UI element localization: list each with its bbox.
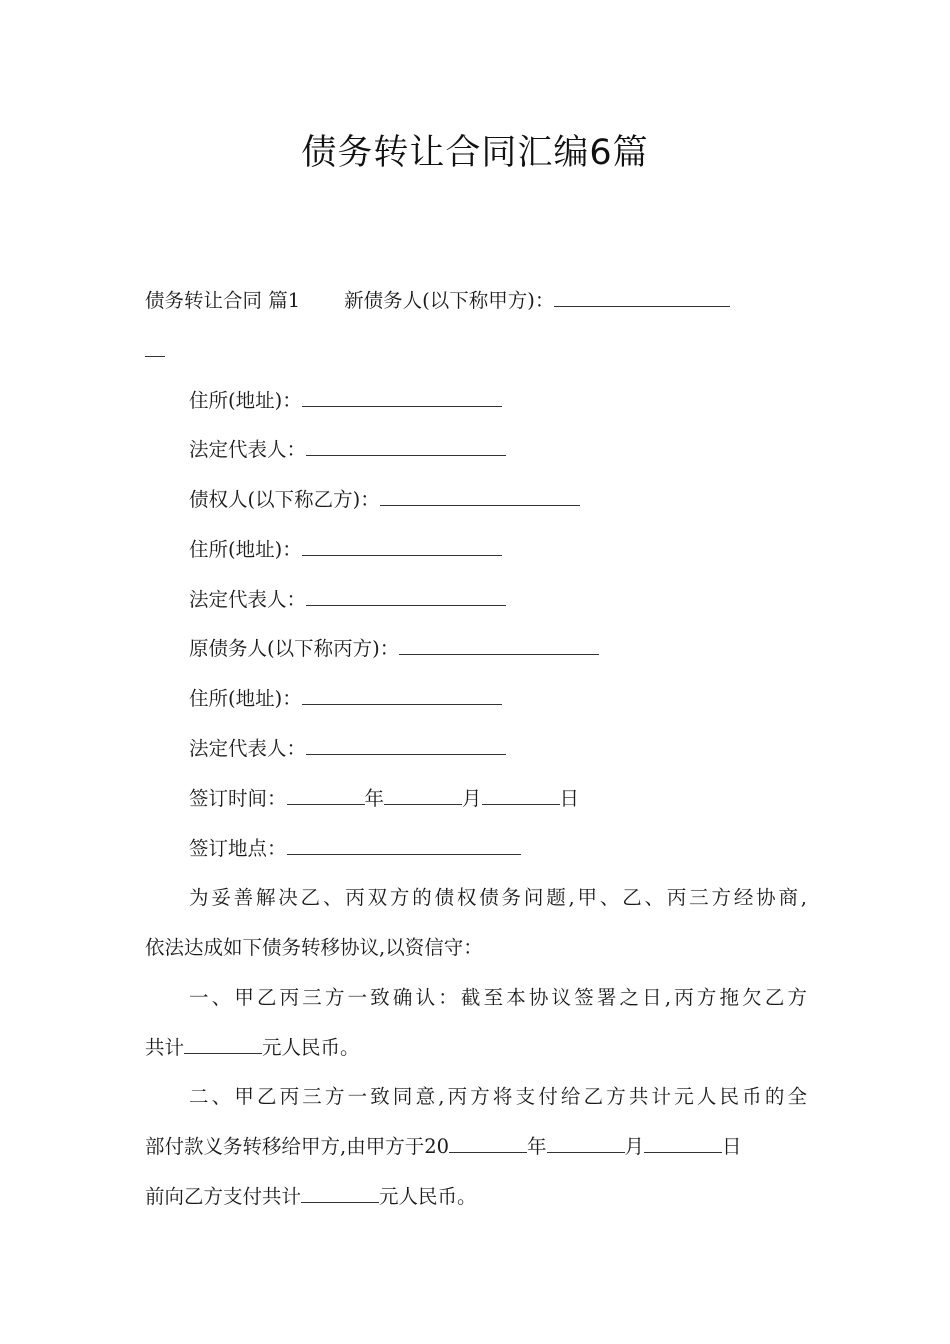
para1-line2: 依法达成如下债务转移协议,以资信守：: [145, 936, 483, 959]
day-unit: 日: [559, 787, 580, 810]
field-blank: [380, 485, 580, 506]
year-unit: 年: [364, 787, 385, 810]
field-a-address: [189, 386, 502, 416]
month-blank: [384, 784, 462, 805]
field-label: 原债务人(以下称丙方)：: [189, 637, 400, 660]
text: 元人民币。: [379, 1185, 477, 1208]
field-blank: [306, 435, 506, 456]
clause2-line3: [145, 1182, 477, 1212]
field-label: 法定代表人：: [189, 737, 307, 760]
field-c-address: [189, 684, 502, 714]
field-sign-place: [189, 834, 521, 864]
day-unit: 日: [722, 1135, 742, 1158]
month-blank: [547, 1132, 625, 1153]
field-b-label: [189, 485, 580, 515]
clause2-line2: [145, 1132, 742, 1162]
clause1-line2: [145, 1033, 360, 1063]
amount-blank: [301, 1182, 379, 1203]
field-blank: [302, 535, 502, 556]
clause1-line1: 一、甲乙丙三方一致确认：截至本协议签署之日,丙方拖欠乙方: [189, 986, 807, 1009]
field-label: 债权人(以下称乙方)：: [189, 488, 380, 511]
field-label: 住所(地址)：: [189, 538, 302, 561]
para1-line1: 为妥善解决乙、丙双方的债权债务问题,甲、乙、丙三方经协商,: [189, 886, 807, 909]
amount-blank: [184, 1033, 262, 1054]
text: 元人民币。: [262, 1036, 360, 1059]
text: 部付款义务转移给甲方,由甲方于20: [145, 1135, 450, 1158]
text: 前向乙方支付共计: [145, 1185, 302, 1208]
field-label: 法定代表人：: [189, 438, 307, 461]
field-blank: [287, 834, 521, 855]
field-b-address: [189, 535, 502, 565]
year-blank: [449, 1132, 527, 1153]
field-c-label: [189, 634, 599, 664]
field-label: 法定代表人：: [189, 588, 307, 611]
field-label: 住所(地址)：: [189, 389, 302, 412]
month-unit: 月: [624, 1135, 645, 1158]
field-label: 住所(地址)：: [189, 687, 302, 710]
document-title: 债务转让合同汇编6篇: [301, 133, 649, 173]
day-blank: [644, 1132, 722, 1153]
blank-tail: [145, 336, 165, 357]
party-a-label: 新债务人(以下称甲方)：: [344, 289, 555, 312]
field-blank: [306, 585, 506, 606]
field-a-rep: [189, 435, 506, 465]
field-label: 签订时间：: [189, 787, 287, 810]
field-blank: [302, 386, 502, 407]
field-b-rep: [189, 585, 506, 615]
field-label: 签订地点：: [189, 837, 287, 860]
field-c-rep: [189, 734, 506, 764]
year-unit: 年: [527, 1135, 547, 1158]
intro-line: [145, 286, 807, 316]
year-blank: [287, 784, 365, 805]
field-sign-time: [189, 784, 579, 814]
clause2-line1: 二、甲乙丙三方一致同意,丙方将支付给乙方共计元人民币的全: [189, 1085, 807, 1108]
party-a-blank-continued: [145, 336, 165, 366]
contract-heading: 债务转让合同 篇1: [145, 289, 301, 312]
field-blank: [399, 634, 599, 655]
text: 共计: [145, 1036, 185, 1059]
field-blank: [306, 734, 506, 755]
field-blank: [302, 684, 502, 705]
party-a-blank: [554, 286, 730, 307]
month-unit: 月: [462, 787, 482, 810]
day-blank: [482, 784, 560, 805]
